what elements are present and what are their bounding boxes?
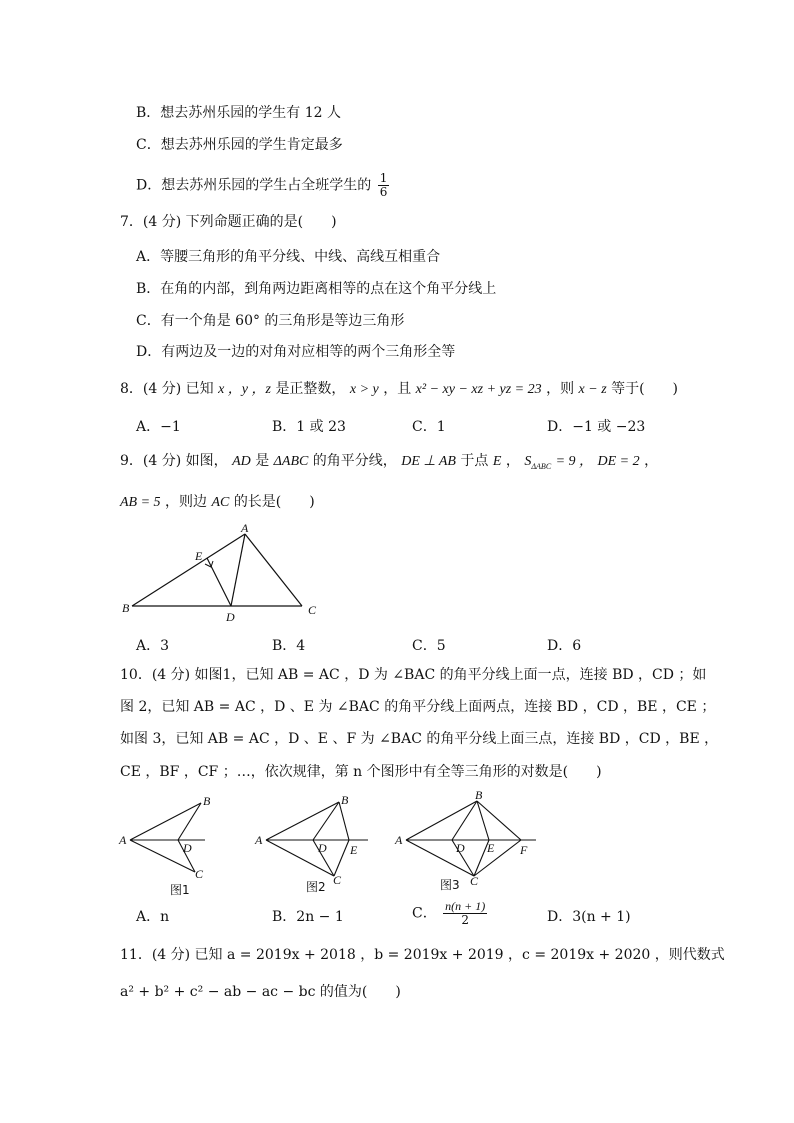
q8-text: ，且 [383,381,412,397]
point-c-label: C [333,873,342,887]
q10-option-c-fraction [443,900,487,927]
q9-math: = 9 ， [555,454,594,469]
fraction-denominator: 6 [379,185,388,199]
point-d-label: D [318,841,327,855]
q10-stem-line4: CE ，BF ，CF ；…，依次规律，第 n 个图形中有全等三角形的对数是( ) [120,764,602,780]
point-d-label: D [456,841,465,855]
point-d-label: D [183,841,192,855]
fraction-numerator: 1 [379,171,388,185]
fraction-numerator: n(n + 1) [445,899,486,913]
q8-stem [120,380,678,399]
q9-area-sub: ΔABC [531,461,552,471]
q9-math: AC [211,495,230,510]
segment-de [207,558,231,606]
q9-math: ΔABC [273,454,309,469]
segment-ab [266,802,339,840]
q10-option-b: B．2n − 1 [272,909,344,925]
point-c-label: C [195,867,204,881]
q8-text: 等于( ) [611,381,679,397]
q9-math: AB = 5 [120,495,161,510]
point-b-label: B [203,794,211,808]
point-d-label: D [226,610,235,624]
segment-ab [130,803,201,840]
q8-option-c: C．1 [412,419,446,435]
q9-area [524,454,551,469]
segment-ce [334,840,349,876]
q8-option-a: A．−1 [136,419,181,435]
segment-bd [313,802,339,840]
figure-caption-2: 图2 [306,880,326,894]
q9-math: DE = 2 [597,454,640,469]
q11-stem-line2: a² + b² + c² − ab − ac − bc 的值为( ) [120,984,401,1000]
point-a-label: A [119,833,127,847]
q10-stem-line1: 10．(4 分) 如图1，已知 AB = AC ，D 为 ∠BAC 的角平分线上面一点，连接 BD ，CD ；如 [120,667,707,683]
q8-text: 8．(4 分) 已知 [120,381,214,397]
q10-option-c-label: C． [412,905,437,922]
fraction-denominator: 2 [461,913,470,927]
segment-bd [452,801,477,840]
q9-text: 的角平分线， [312,453,397,469]
q10-option-c [412,900,487,927]
q9-text: 是 [255,453,270,469]
point-b-label: B [122,601,130,615]
q9-area-s: S [524,454,532,469]
q9-figure [112,522,332,630]
q7-option-b: B．在角的内部，到角两边距离相等的点在这个角平分线上 [136,281,497,297]
q6-option-d [136,172,389,199]
figure-caption-3: 图3 [440,878,460,892]
segment-ab [132,534,245,606]
q7-option-d: D．有两边及一边的对角对应相等的两个三角形全等 [136,344,456,360]
q9-text: 的长是( ) [233,494,315,510]
q8-option-b: B．1 或 23 [272,419,346,435]
q10-figure-2 [250,790,380,900]
q8-text: 是正整数， [275,381,346,397]
q10-option-d: D．3(n + 1) [547,909,631,925]
q6-option-d-text: D．想去苏州乐园的学生占全班学生的 [136,177,372,194]
point-f-label: F [520,843,528,857]
q11-stem-line1: 11．(4 分) 已知 a = 2019x + 2018 ，b = 2019x + 2019 ，c = 2019x + 2020 ，则代数式 [120,947,725,963]
q6-option-b: B．想去苏州乐园的学生有 12 人 [136,105,342,121]
point-b-label: B [475,788,483,802]
q8-text: ，则 [546,381,575,397]
point-b-label: B [341,793,349,807]
point-c-label: C [308,603,317,617]
q10-figure-1 [115,790,225,900]
q9-text: ， [505,453,520,469]
q8-math: x ，y ，z [218,382,271,397]
q6-option-c: C．想去苏州乐园的学生肯定最多 [136,137,343,153]
q9-math: DE ⊥ AB [401,454,456,469]
q9-text: 9．(4 分) 如图， [120,453,228,469]
q10-stem-line2: 图 2，已知 AB = AC ，D 、E 为 ∠BAC 的角平分线上面两点，连接 BD ，CD ，BE ，CE ； [120,699,716,715]
segment-bf [477,801,521,840]
q10-figure-3 [390,786,550,896]
q8-math: x > y [349,382,379,397]
q9-math: AD [232,454,251,469]
point-e-label: E [487,841,495,855]
q8-equation: x² − xy − xz + yz = 23 [415,382,542,397]
point-e-label: E [195,549,203,563]
segment-ad [231,534,245,606]
q9-text: ， [644,453,659,469]
point-c-label: C [470,874,479,888]
q8-math: x − z [578,382,607,397]
q9-stem-line1 [120,452,658,476]
q8-option-d: D．−1 或 −23 [547,419,646,435]
q6-option-d-fraction [378,172,390,199]
q7-option-c: C．有一个角是 60° 的三角形是等边三角形 [136,313,405,329]
q9-option-a: A．3 [136,638,170,654]
q10-option-a: A．n [136,909,170,925]
point-a-label: A [255,833,263,847]
q9-option-d: D．6 [547,638,582,654]
q10-stem-line3: 如图 3，已知 AB = AC ，D 、E 、F 为 ∠BAC 的角平分线上面三点，连接 BD ，CD ，BE ， [120,731,719,747]
segment-ac [245,534,302,606]
q7-option-a: A．等腰三角形的角平分线、中线、高线互相重合 [136,249,441,265]
q9-option-c: C．5 [412,638,446,654]
q9-text: 于点 [460,453,489,469]
q9-option-b: B．4 [272,638,306,654]
q7-stem: 7．(4 分) 下列命题正确的是( ) [120,214,337,230]
segment-be [339,802,349,840]
figure-caption-1: 图1 [170,883,190,897]
point-a-label: A [241,522,249,535]
q9-text: ，则边 [165,494,208,510]
q9-math: E [492,454,502,469]
q9-stem-line2 [120,493,315,512]
point-a-label: A [395,833,403,847]
point-e-label: E [350,843,358,857]
segment-ab [406,801,477,840]
